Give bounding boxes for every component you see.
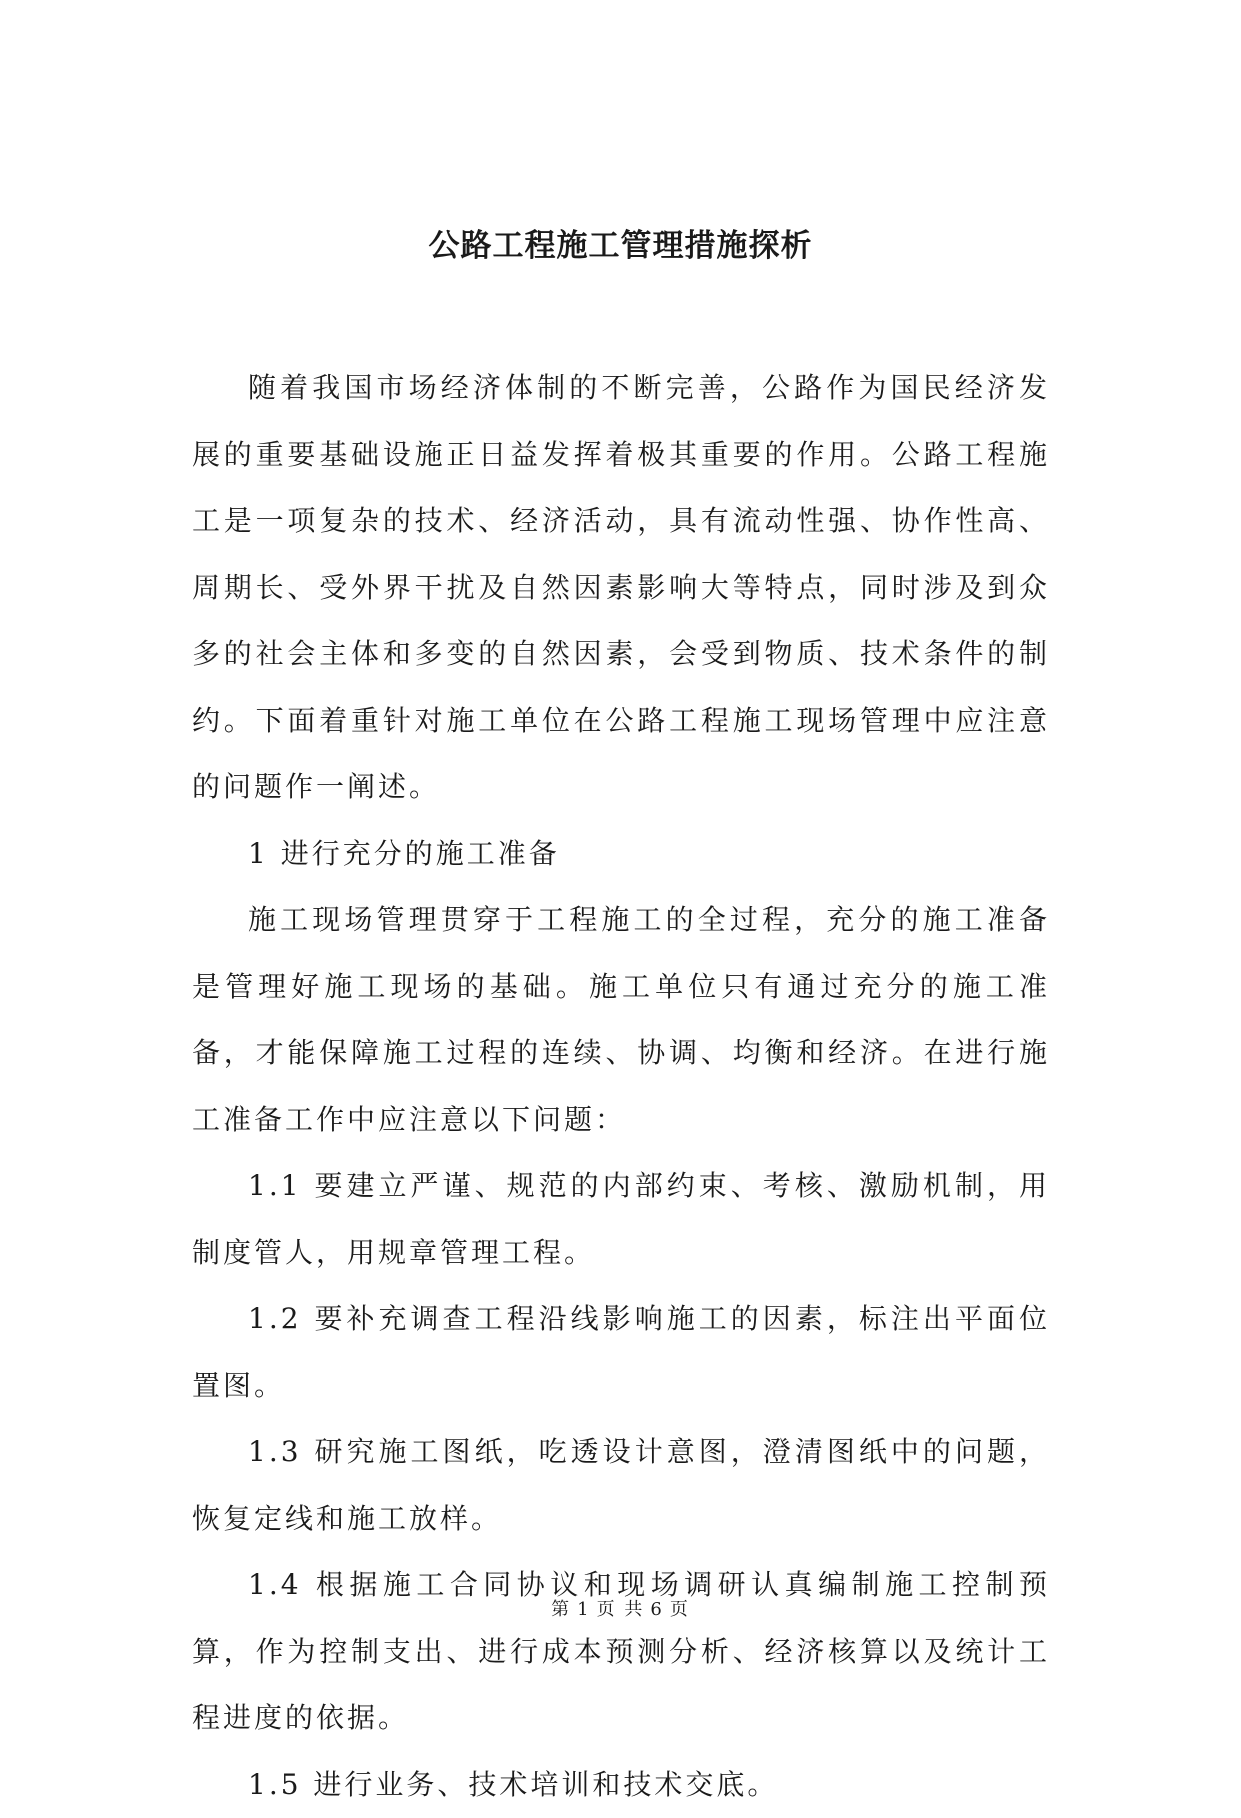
list-item-1-4: 1.4 根据施工合同协议和现场调研认真编制施工控制预算，作为控制支出、进行成本预测分析、经济核算以及统计工程进度的依据。: [192, 1552, 1050, 1752]
footer-middle: 页 共: [594, 1599, 648, 1620]
footer-page-number: 1: [574, 1599, 593, 1620]
footer-suffix: 页: [667, 1599, 693, 1620]
list-item-1-1: 1.1 要建立严谨、规范的内部约束、考核、激励机制，用制度管人，用规章管理工程。: [192, 1153, 1050, 1286]
paragraph-intro: 随着我国市场经济体制的不断完善，公路作为国民经济发展的重要基础设施正日益发挥着极其重要的作用。公路工程施工是一项复杂的技术、经济活动，具有流动性强、协作性高、周期长、受外界干扰及自然因素影响大等特点，同时涉及到众多的社会主体和多变的自然因素，会受到物质、技术条件的制约。下面着重针对施工单位在公路工程施工现场管理中应注意的问题作一阐述。: [192, 355, 1050, 821]
paragraph-section-1: 施工现场管理贯穿于工程施工的全过程，充分的施工准备是管理好施工现场的基础。施工单位只有通过充分的施工准备，才能保障施工过程的连续、协调、均衡和经济。在进行施工准备工作中应注意以下问题：: [192, 887, 1050, 1153]
document-title: 公路工程施工管理措施探析: [0, 224, 1241, 268]
list-item-1-2: 1.2 要补充调查工程沿线影响施工的因素，标注出平面位置图。: [192, 1286, 1050, 1419]
section-heading-1: 1 进行充分的施工准备: [192, 821, 1050, 888]
footer-total-pages: 6: [647, 1599, 666, 1620]
list-item-1-5: 1.5 进行业务、技术培训和技术交底。: [192, 1752, 1050, 1818]
list-item-1-3: 1.3 研究施工图纸，吃透设计意图，澄清图纸中的问题，恢复定线和施工放样。: [192, 1419, 1050, 1552]
footer-prefix: 第: [548, 1599, 574, 1620]
page-footer: [0, 1598, 1241, 1622]
